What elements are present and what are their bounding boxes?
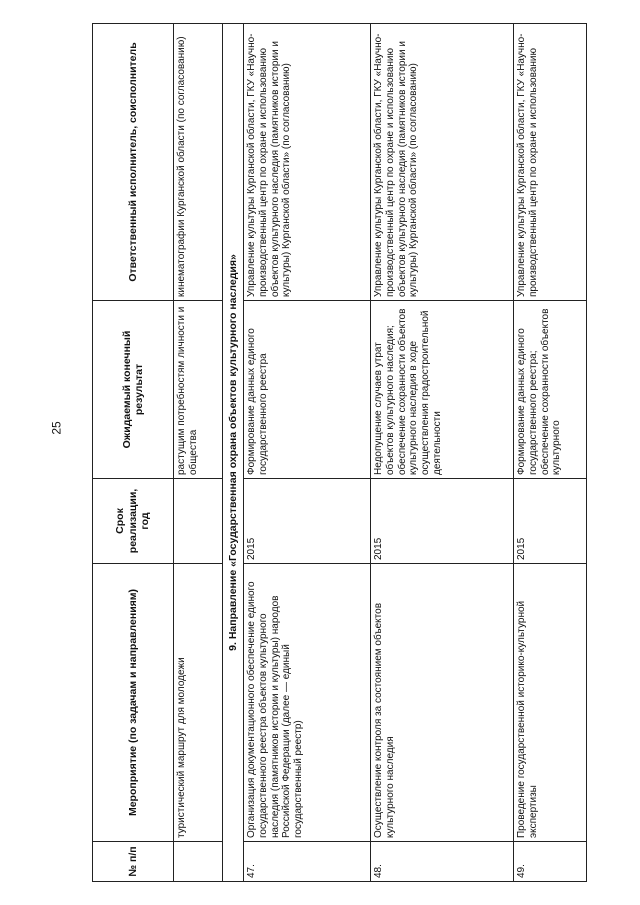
cell-result: Формирование данных единого государственного реестра xyxy=(244,301,371,479)
table-row xyxy=(371,24,514,882)
table-header-row xyxy=(93,24,174,882)
section-row xyxy=(223,24,244,882)
header-activity: Мероприятие (по задачам и направлениям) xyxy=(93,564,174,842)
cell-num xyxy=(174,842,223,882)
cell-term: 2015 xyxy=(371,479,514,564)
cell-num: 49. xyxy=(514,842,587,882)
cell-executor: Управление культуры Курганской области, ГКУ «Научно-производственный центр по охране и использованию объектов культурного наследия (памятников истории и культуры) Курганской области» (по согласованию) xyxy=(371,24,514,301)
cell-term: 2015 xyxy=(244,479,371,564)
cell-executor: кинематографии Курганской области (по согласованию) xyxy=(174,24,223,301)
measures-table xyxy=(92,23,587,882)
cell-term xyxy=(174,479,223,564)
cell-num: 47. xyxy=(244,842,371,882)
table-row xyxy=(514,24,587,882)
section-title: 9. Направление «Государственная охрана объектов культурного наследия» xyxy=(223,24,244,882)
cell-result: Недопущение случаев утрат объектов культурного наследия; обеспечение сохранности объектов культурного наследия в ходе осуществления градостроительной деятельности xyxy=(371,301,514,479)
table-row xyxy=(174,24,223,882)
cell-executor: Управление культуры Курганской области, ГКУ «Научно-производственный центр по охране и использованию объектов культурного наследия (памятников истории и культуры) Курганской области» (по согласованию) xyxy=(244,24,371,301)
cell-executor: Управление культуры Курганской области, ГКУ «Научно-производственный центр по охране и использованию xyxy=(514,24,587,301)
header-term: Срок реализации, год xyxy=(93,479,174,564)
page-number: 25 xyxy=(49,421,64,435)
cell-activity: Проведение государственной историко-культурной экспертизы xyxy=(514,564,587,842)
table-row xyxy=(244,24,371,882)
cell-num: 48. xyxy=(371,842,514,882)
cell-activity: Осуществление контроля за состоянием объектов культурного наследия xyxy=(371,564,514,842)
header-result: Ожидаемый конечный результат xyxy=(93,301,174,479)
cell-result: растущим потребностям личности и общества xyxy=(174,301,223,479)
header-executor: Ответственный исполнитель, соисполнитель xyxy=(93,24,174,301)
rotated-document xyxy=(92,24,592,882)
cell-activity: Организация документационного обеспечение единого государственного реестра объектов культурного наследия (памятников истории и культуры) народов Российской Федерации (далее — единый государственный реестр) xyxy=(244,564,371,842)
cell-activity: туристический маршрут для молодежи xyxy=(174,564,223,842)
cell-term: 2015 xyxy=(514,479,587,564)
cell-result: Формирование данных единого государственного реестра; обеспечение сохранности объектов культурного xyxy=(514,301,587,479)
header-num: № п/п xyxy=(93,842,174,882)
